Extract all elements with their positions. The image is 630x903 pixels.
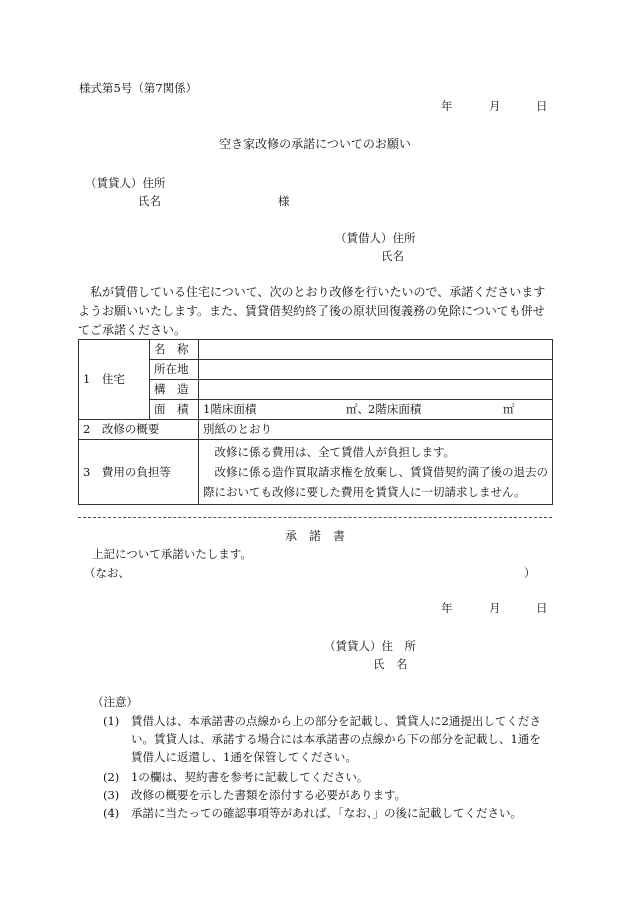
note-number: (3) — [103, 788, 120, 802]
lessor-address-line — [85, 175, 166, 191]
cost-line-2: 改修に係る造作買取請求権を放棄し、賃貸借契約満了後の退去の際においても改修に要した費用を賃貸人に一切請求しません。 — [203, 465, 548, 499]
structure-label: 構 造 — [150, 380, 199, 400]
cost-line-1: 改修に係る費用は、全て賃借人が負担します。 — [214, 445, 456, 459]
notes-heading: （注意） — [92, 695, 138, 709]
note-number: (4) — [103, 806, 120, 820]
lessor-role: （賃貸人） — [85, 176, 143, 190]
table-row — [79, 420, 553, 440]
consent-lessor-role: （賃貸人） — [324, 639, 382, 653]
consent-date-month-label: 月 — [489, 601, 501, 615]
lessor-address-label: 住所 — [142, 176, 166, 190]
consent-date-day-label: 日 — [536, 601, 548, 615]
consent-note-close: ） — [524, 566, 536, 580]
area-label: 面 積 — [150, 400, 199, 420]
consent-title: 承 諾 書 — [284, 529, 345, 543]
note-text: 1の欄は、契約書を参考に記載してください。 — [131, 770, 369, 784]
note-number: (2) — [103, 770, 120, 784]
area-unit-2: ㎡ — [503, 402, 515, 416]
consent-note-open: （なお、 — [84, 566, 130, 580]
structure-value-cell[interactable] — [199, 380, 553, 400]
name-value-cell[interactable] — [199, 340, 553, 360]
consent-lessor-name-label: 氏 名 — [373, 657, 408, 671]
note-number: (1) — [103, 714, 120, 728]
date-year-label: 年 — [441, 99, 453, 113]
lessor-honorific: 様 — [278, 194, 290, 208]
housing-info-table — [78, 339, 553, 505]
area-value-cell[interactable] — [199, 400, 553, 420]
dotted-separator — [78, 517, 552, 518]
table-row — [79, 440, 553, 505]
lessee-role: （賃借人） — [335, 231, 393, 245]
date-month-label: 月 — [489, 99, 501, 113]
floor1-area-label: 1階床面積 — [203, 402, 257, 416]
lessee-name-label: 氏名 — [381, 249, 404, 263]
location-value-cell[interactable] — [199, 360, 553, 380]
outline-label: 2 改修の概要 — [79, 420, 199, 440]
note-text: 承諾に当たっての確認事項等があれば、「なお、」の後に記載してください。 — [131, 806, 522, 820]
area-unit-1: ㎡、 — [346, 402, 369, 416]
location-label: 所在地 — [150, 360, 199, 380]
table-row — [79, 360, 553, 380]
consent-lessor-address-label: 住 所 — [381, 639, 416, 653]
consent-lessor-address-line — [324, 638, 416, 654]
date-day-label: 日 — [536, 99, 548, 113]
cost-value-cell — [199, 440, 553, 505]
name-label: 名 称 — [150, 340, 199, 360]
table-row — [79, 400, 553, 420]
request-paragraph: 私が賃借している住宅について、次のとおり改修を行いたいので、承諾くださいますようお願いいたします。また、賃貸借契約終了後の原状回復義務の免除についても併せてご承諾ください。 — [78, 285, 546, 337]
consent-text: 上記について承諾いたします。 — [92, 547, 252, 561]
note-item — [131, 712, 552, 766]
document-title: 空き家改修の承諾についてのお願い — [219, 137, 411, 151]
form-number: 様式第5号（第7関係） — [79, 81, 198, 95]
table-row — [79, 380, 553, 400]
floor2-area-label: 2階床面積 — [368, 402, 422, 416]
consent-date-year-label: 年 — [441, 601, 453, 615]
outline-value: 別紙のとおり — [199, 420, 553, 440]
housing-label: 1 住宅 — [79, 340, 150, 420]
table-row — [79, 340, 553, 360]
lessor-name-label: 氏名 — [138, 194, 161, 208]
cost-label: 3 費用の負担等 — [79, 440, 199, 505]
lessee-address-label: 住所 — [392, 231, 416, 245]
lessee-address-line — [335, 230, 416, 246]
note-text: 賃借人は、本承諾書の点線から上の部分を記載し、賃貸人に2通提出してください。賃貸人は、承諾する場合には本承諾書の点線から下の部分を記載し、1通を賃借人に返還し、1通を保管してください。 — [131, 714, 541, 764]
note-text: 改修の概要を示した書類を添付する必要があります。 — [131, 788, 407, 802]
